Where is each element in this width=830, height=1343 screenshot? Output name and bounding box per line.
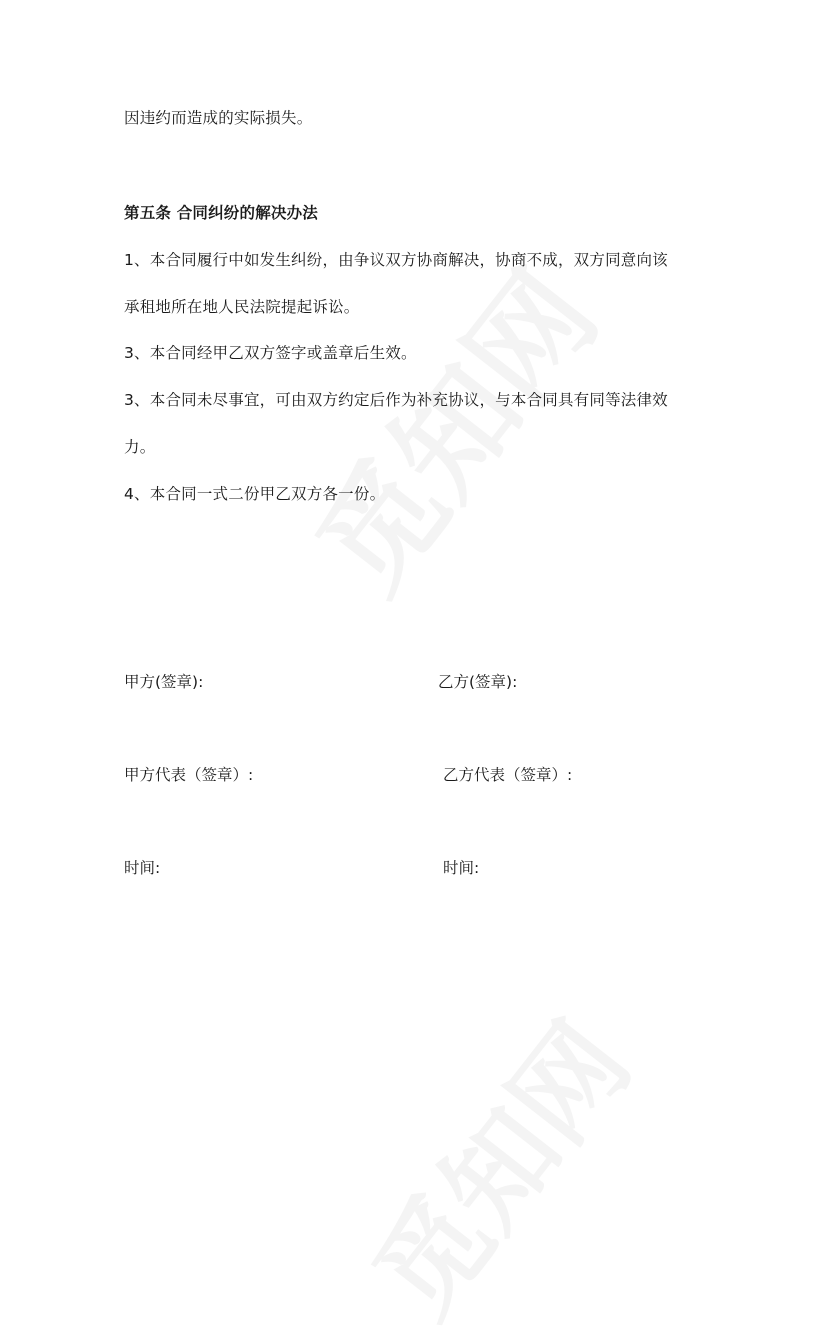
clause-1-line-1: 1、本合同履行中如发生纠纷，由争议双方协商解决，协商不成，双方同意向该	[124, 251, 668, 269]
party-a-seal-label: 甲方(签章):	[124, 673, 204, 691]
party-b-rep-label: 乙方代表（签章）:	[443, 766, 573, 784]
party-b-date-label: 时间:	[443, 859, 480, 877]
clause-3-line-2: 力。	[124, 438, 156, 456]
party-a-rep-label: 甲方代表（签章）:	[124, 766, 254, 784]
clause-4: 4、本合同一式二份甲乙双方各一份。	[124, 485, 386, 503]
clause-3-line-1: 3、本合同未尽事宜，可由双方约定后作为补充协议，与本合同具有同等法律效	[124, 391, 668, 409]
clause-2: 3、本合同经甲乙双方签字或盖章后生效。	[124, 344, 417, 362]
article-heading: 第五条 合同纠纷的解决办法	[124, 204, 318, 222]
watermark-bottom	[331, 985, 659, 1342]
clause-1-line-2: 承租地所在地人民法院提起诉讼。	[124, 298, 360, 316]
body-line-loss: 因违约而造成的实际损失。	[124, 109, 313, 127]
party-a-date-label: 时间:	[124, 859, 161, 877]
watermark-main	[271, 231, 628, 621]
party-b-seal-label: 乙方(签章):	[438, 673, 518, 691]
